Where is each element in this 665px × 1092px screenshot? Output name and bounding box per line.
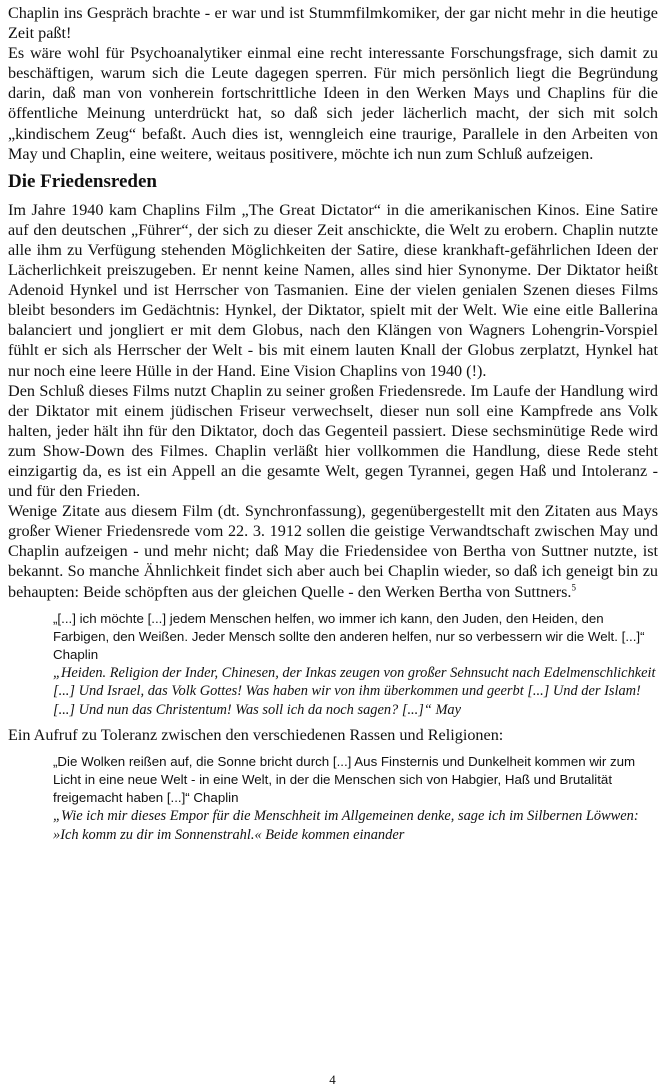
paragraph-quotes-intro bbox=[8, 501, 658, 601]
quote-block-1 bbox=[8, 610, 658, 719]
section-heading: Die Friedensreden bbox=[8, 170, 157, 192]
tolerance-intro: Ein Aufruf zu Toleranz zwischen den verschiedenen Rassen und Religionen: bbox=[8, 725, 504, 744]
paragraph-psychoanalysis: Es wäre wohl für Psychoanalytiker einmal eine recht interessante Forschungsfrage, sich damit zu beschäftigen, warum sich die Leute dagegen sperren. Für mich persönlich liegt die Begründung darin, daß man von vonherein fortschrittliche Ideen in den Werken Mays und Chaplins für die öffentliche Meinung unterdrückt hat, so daß sich jeder lächerlich macht, der sich mit solch „kindischem Zeug“ befaßt. Auch dies ist, wenngleich eine traurige, Parallele in den Arbeiten von May und Chaplin, eine weitere, weitaus positivere, möchte ich nun zum Schluß aufzeigen. bbox=[8, 44, 658, 163]
paragraph-intro-line: Chaplin ins Gespräch brachte - er war und ist Stummfilmkomiker, der gar nicht mehr in die heutige Zeit paßt! bbox=[8, 4, 658, 43]
quote-may-1: „Heiden. Religion der Inder, Chinesen, der Inkas zeugen von großer Sehnsucht nach Edelmenschlichkeit [...] Und Israel, das Volk Gottes! Was haben wir von ihm überkommen und geerbt [...] Und der Islam! [...] Und nun das Christentum! Was soll ich da noch sagen? [...]“ May bbox=[53, 665, 656, 718]
quote-may-2: „Wie ich mir dieses Empor für die Menschheit im Allgemeinen denke, sage ich im Silbernen Löwwen: »Ich komm zu dir im Sonnenstrahl.« Beide kommen einander bbox=[53, 808, 639, 843]
paragraph-peace-speech: Den Schluß dieses Films nutzt Chaplin zu seiner großen Friedensrede. Im Laufe der Handlung wird der Diktator mit einem jüdischen Friseur verwechselt, dieser nun soll eine Kampfrede ans Volk halten, jeder hält ihn für den Diktator, doch das Gegenteil passiert. Diese sechsminütige Rede wird zum Show-Down des Filmes. Chaplin verläßt hier vollkommen die Handlung, diese Rede steht einzigartig da, es ist ein Appell an die gesamte Welt, gegen Tyrannei, gegen Haß und Intoleranz - und für den Frieden. bbox=[8, 381, 658, 501]
paragraph-great-dictator: Im Jahre 1940 kam Chaplins Film „The Great Dictator“ in die amerikanischen Kinos. Eine Satire auf den deutschen „Führer“, der sich zu dieser Zeit anschickte, die Welt zu erobern. Chaplin nutzte alle ihm zu Verfügung stehenden Möglichkeiten der Satire, diese krankhaft-gefährlichen Ideen der Lächerlichkeit preiszugeben. Er nennt keine Namen, alles sind hier Synonyme. Der Diktator heißt Adenoid Hynkel und ist Herrscher von Tasmanien. Eine der vielen genialen Szenen dieses Films bleibt besonders im Gedächtnis: Hynkel, der Diktator, spielt mit der Welt. Wie eine eitle Ballerina balanciert und jongliert er mit dem Globus, nach den Klängen von Wagners Lohengrin-Vorspiel fühlt er sich als Herrscher der Welt - bis mit einem lauten Knall der Globus zerplatzt, Hynkel hat nur noch eine leere Hülle in der Hand. Eine Vision Chaplins von 1940 (!). bbox=[8, 200, 658, 380]
quote-chaplin-1: „[...] ich möchte [...] jedem Menschen helfen, wo immer ich kann, den Juden, den Heiden, den Farbigen, den Weißen. Jeder Mensch sollte den anderen helfen, nur so verbessern wir die Welt. [...]“ Chaplin bbox=[53, 610, 645, 663]
page-number: 4 bbox=[329, 1072, 336, 1087]
footnote-marker: 5 bbox=[571, 582, 576, 593]
quote-block-2 bbox=[8, 753, 658, 844]
paragraph-quotes-intro-text: Wenige Zitate aus diesem Film (dt. Synchronfassung), gegenübergestellt mit den Zitaten aus Mays großer Wiener Friedensrede vom 22. 3. 1912 sollen die geistige Verwandtschaft zwischen May und Chaplin aufzeigen - und mehr nicht; daß May die Friedensidee von Bertha von Suttner nutzte, ist bekannt. So manche Ähnlichkeit findet sich aber auch bei Chaplin wieder, so daß ich geneigt bin zu behaupten: Beide schöpften aus der gleichen Quelle - den Werken Bertha von Suttners. bbox=[8, 502, 658, 601]
document-page bbox=[8, 3, 658, 844]
quote-chaplin-2: „Die Wolken reißen auf, die Sonne bricht durch [...] Aus Finsternis und Dunkelheit kommen wir zum Licht in eine neue Welt - in eine Welt, in der die Menschen sich von Habgier, Haß und Brutalität freigemacht haben [...]“ Chaplin bbox=[53, 753, 636, 806]
